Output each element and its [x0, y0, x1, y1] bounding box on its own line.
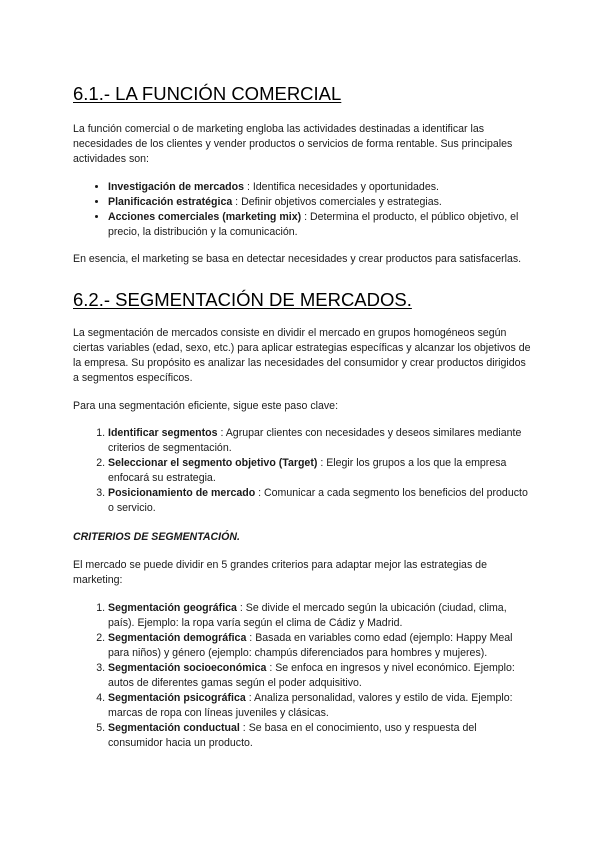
list-item-term: Segmentación socioeconómica [108, 662, 267, 674]
list-item [108, 631, 533, 661]
section-1-conclusion: En esencia, el marketing se basa en detectar necesidades y crear productos para satisfacerlas. [73, 253, 522, 265]
section-1-intro: La función comercial o de marketing engloba las actividades destinadas a identificar las necesidades de los clientes y vender productos o servicios de forma rentable. Sus principales actividades son: [73, 123, 513, 165]
list-item [108, 486, 533, 516]
list-item-text: : Identifica necesidades y oportunidades. [244, 181, 439, 193]
list-item-text: : Se enfoca en ingresos y nivel económico. Ejemplo: autos de diferentes gamas según el poder adquisitivo. [108, 662, 515, 689]
segmentation-steps-list [73, 426, 533, 516]
criteria-intro: El mercado se puede dividir en 5 grandes criterios para adaptar mejor las estrategias de marketing: [73, 559, 487, 586]
list-item-term: Segmentación geográfica [108, 602, 237, 614]
list-item [108, 456, 533, 486]
list-item [108, 601, 533, 631]
list-item-term: Identificar segmentos [108, 427, 218, 439]
list-item-term: Segmentación psicográfica [108, 692, 246, 704]
criteria-heading: CRITERIOS DE SEGMENTACIÓN. [73, 531, 240, 543]
list-item-text: : Se basa en el conocimiento, uso y respuesta del consumidor hacia un producto. [108, 722, 477, 749]
marketing-activities-list [73, 180, 533, 240]
section-2-title: 6.2.- SEGMENTACIÓN DE MERCADOS. [73, 289, 412, 310]
list-item [108, 661, 533, 691]
segmentation-criteria-list [73, 601, 533, 751]
section-1-title: 6.1.- LA FUNCIÓN COMERCIAL [73, 83, 342, 104]
list-item [108, 180, 533, 195]
list-item-term: Planificación estratégica [108, 196, 233, 208]
list-item-text: : Determina el producto, el público objetivo, el precio, la distribución y la comunicación. [108, 211, 519, 238]
list-item-text: : Elegir los grupos a los que la empresa enfocará su estrategia. [108, 457, 507, 484]
list-item-text: : Se divide el mercado según la ubicación (ciudad, clima, país). Ejemplo: la ropa varía según el clima de Cádiz y Madrid. [108, 602, 507, 629]
document-content [73, 83, 533, 751]
list-item-term: Acciones comerciales (marketing mix) [108, 211, 302, 223]
list-item-text: : Definir objetivos comerciales y estrategias. [232, 196, 442, 208]
list-item-text: : Analiza personalidad, valores y estilo de vida. Ejemplo: marcas de ropa con líneas juveniles y clásicas. [108, 692, 513, 719]
list-item-term: Segmentación conductual [108, 722, 240, 734]
list-item-term: Seleccionar el segmento objetivo (Target) [108, 457, 318, 469]
steps-intro: Para una segmentación eficiente, sigue este paso clave: [73, 400, 339, 412]
list-item [108, 721, 533, 751]
list-item-term: Investigación de mercados [108, 181, 245, 193]
list-item [108, 195, 533, 210]
section-2-intro: La segmentación de mercados consiste en dividir el mercado en grupos homogéneos según ciertas variables (edad, sexo, etc.) para aplicar estrategias específicas y alcanzar los objetivos de la empresa. Su propósito es analizar las necesidades del consumidor y crear productos dirigidos a segmentos específicos. [73, 327, 531, 384]
list-item [108, 426, 533, 456]
list-item-text: : Agrupar clientes con necesidades y deseos similares mediante criterios de segmentación. [108, 427, 522, 454]
list-item-text: : Comunicar a cada segmento los beneficios del producto o servicio. [108, 487, 528, 514]
list-item [108, 210, 533, 240]
list-item-term: Segmentación demográfica [108, 632, 247, 644]
list-item-text: : Basada en variables como edad (ejemplo: Happy Meal para niños) y género (ejemplo: champús diferenciados para hombres y mujeres). [108, 632, 513, 659]
list-item [108, 691, 533, 721]
list-item-term: Posicionamiento de mercado [108, 487, 256, 499]
